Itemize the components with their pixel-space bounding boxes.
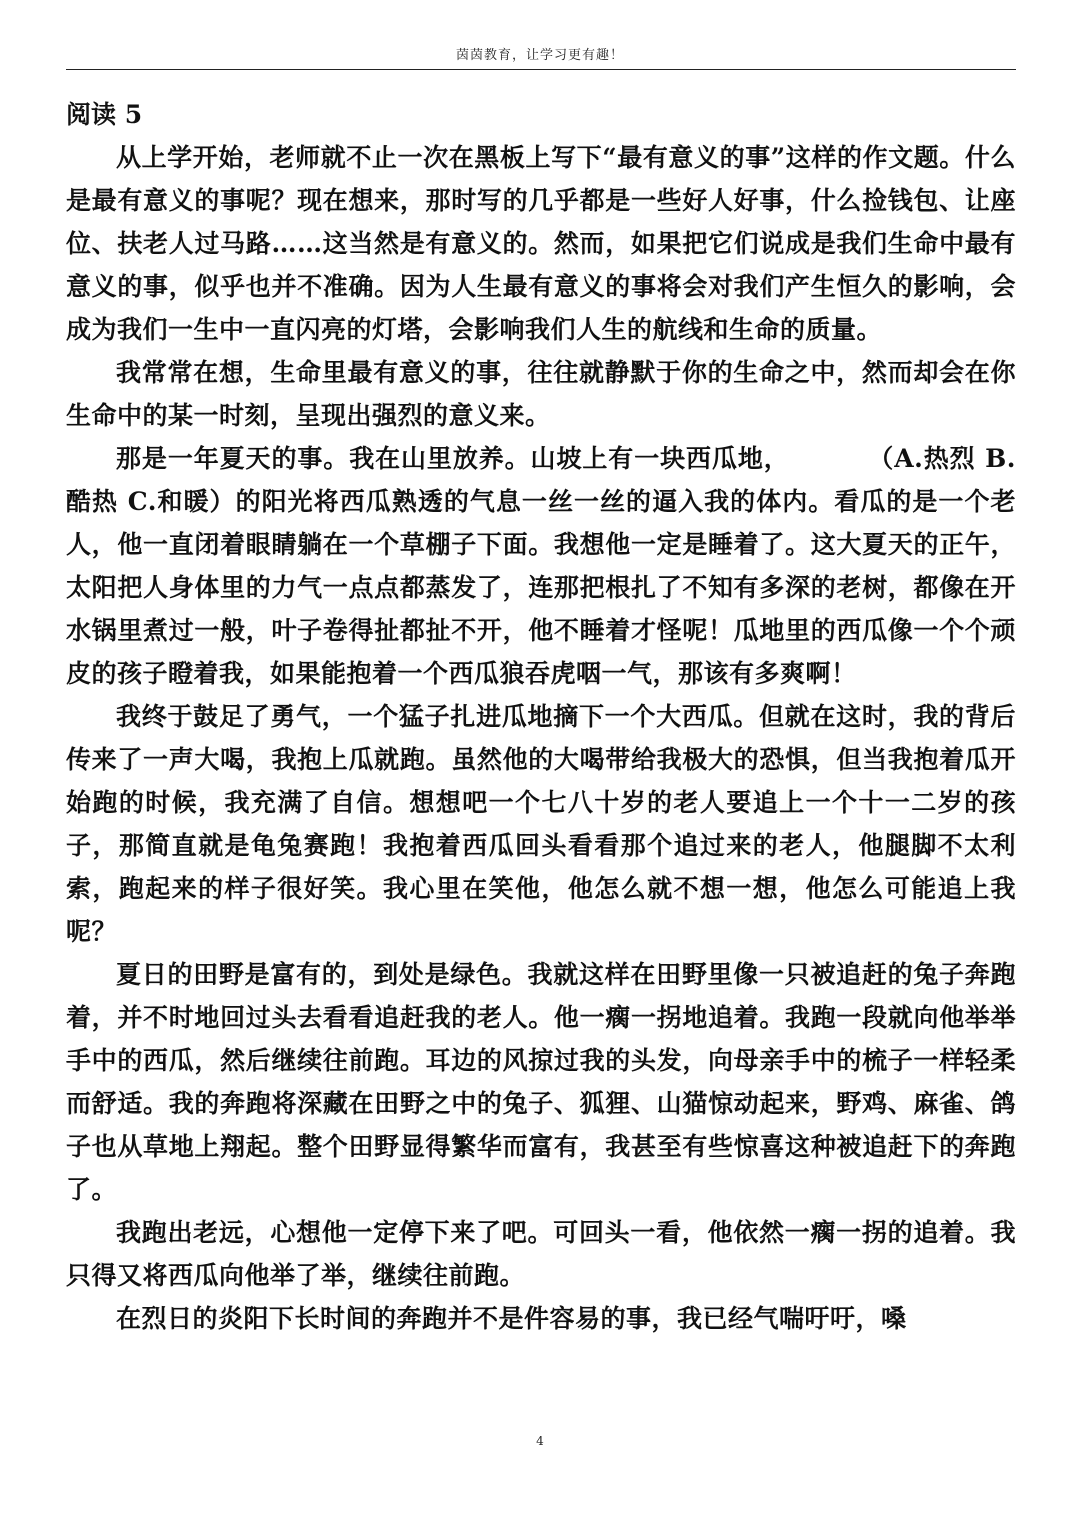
reading-title: 阅读 5 bbox=[66, 100, 143, 129]
paragraph-7: 在烈日的炎阳下长时间的奔跑并不是件容易的事，我已经气喘吁吁，嗓 bbox=[116, 1304, 907, 1333]
paragraph-3: 那是一年夏天的事。我在山里放养。山坡上有一块西瓜地， （A.热烈 B.酷热 C.和暖）的阳光将西瓜熟透的气息一丝一丝的逼入我的体内。看瓜的是一个老人，他一直闭着眼睛躺在一个草棚子下面。我想他一定是睡着了。这大夏天的正午，太阳把人身体里的力气一点点都蒸发了，连那把根扎了不知有多深的老树，都像在开水锅里煮过一般，叶子卷得扯都扯不开，他不睡着才怪呢！瓜地里的西瓜像一个个顽皮的孩子瞪着我，如果能抱着一个西瓜狼吞虎咽一气，那该有多爽啊！ bbox=[66, 444, 1016, 688]
document-body bbox=[66, 93, 1016, 1340]
paragraph-4: 我终于鼓足了勇气，一个猛子扎进瓜地摘下一个大西瓜。但就在这时，我的背后传来了一声大喝，我抱上瓜就跑。虽然他的大喝带给我极大的恐惧，但当我抱着瓜开始跑的时候，我充满了自信。想想吧一个七八十岁的老人要追上一个十一二岁的孩子，那简直就是龟兔赛跑！我抱着西瓜回头看看那个追过来的老人，他腿脚不太利索，跑起来的样子很好笑。我心里在笑他，他怎么就不想一想，他怎么可能追上我呢？ bbox=[66, 702, 1016, 946]
page-number: 4 bbox=[536, 1434, 544, 1448]
header-divider bbox=[66, 69, 1016, 70]
paragraph-6: 我跑出老远，心想他一定停下来了吧。可回头一看，他依然一瘸一拐的追着。我只得又将西瓜向他举了举，继续往前跑。 bbox=[66, 1218, 1016, 1290]
page-header: 茵茵教育，让学习更有趣！ bbox=[455, 48, 624, 63]
paragraph-2: 我常常在想，生命里最有意义的事，往往就静默于你的生命之中，然而却会在你生命中的某一时刻，呈现出强烈的意义来。 bbox=[66, 358, 1016, 430]
paragraph-1: 从上学开始，老师就不止一次在黑板上写下“最有意义的事”这样的作文题。什么是最有意义的事呢？现在想来，那时写的几乎都是一些好人好事，什么捡钱包、让座位、扶老人过马路……这当然是有意义的。然而，如果把它们说成是我们生命中最有意义的事，似乎也并不准确。因为人生最有意义的事将会对我们产生恒久的影响，会成为我们一生中一直闪亮的灯塔，会影响我们人生的航线和生命的质量。 bbox=[66, 143, 1016, 344]
paragraph-5: 夏日的田野是富有的，到处是绿色。我就这样在田野里像一只被追赶的兔子奔跑着，并不时地回过头去看看追赶我的老人。他一瘸一拐地追着。我跑一段就向他举举手中的西瓜，然后继续往前跑。耳边的风掠过我的头发，向母亲手中的梳子一样轻柔而舒适。我的奔跑将深藏在田野之中的兔子、狐狸、山猫惊动起来，野鸡、麻雀、鸽子也从草地上翔起。整个田野显得繁华而富有，我甚至有些惊喜这种被追赶下的奔跑了。 bbox=[66, 960, 1016, 1204]
